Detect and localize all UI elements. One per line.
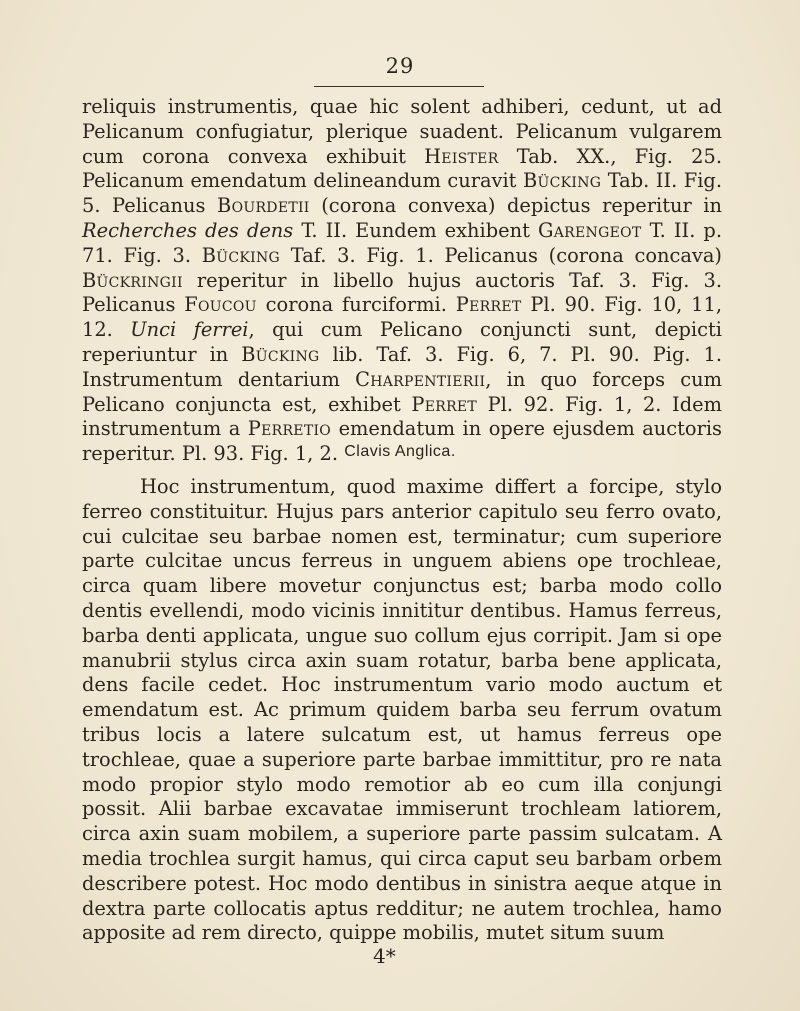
text-run: Tab. II. Fig. 5. Pelicanus <box>82 169 722 218</box>
text-run: , in quo forceps cum Pelicano conjuncta est, exhibet <box>82 367 722 416</box>
text-run: Taf. 3. Fig. 1. Pelicanus (corona concava) <box>280 243 722 267</box>
author-name: Garengeot <box>537 218 642 242</box>
author-name: Perret <box>455 293 522 317</box>
author-name: Perretio <box>247 417 332 441</box>
text-run: lib. Taf. 3. Fig. 6, 7. Pl. 90. Pig. 1. Instrumentum dentarium <box>82 342 722 391</box>
text-run: Tab. XX., Fig. 25. Pelicanum emendatum delineandum curavit <box>82 144 722 193</box>
text-run: reperitur in libello hujus auctoris Taf. 3. Fig. 3. Pelicanus <box>82 268 722 317</box>
header-rule <box>314 86 484 87</box>
author-name: Perret <box>411 392 478 416</box>
author-name: Foucou <box>184 293 257 317</box>
section-heading: Clavis Anglica. <box>344 443 456 460</box>
author-name: Bückringii <box>82 268 183 292</box>
signature-mark: 4* <box>373 944 396 968</box>
book-title: Recherches des dens <box>82 218 294 242</box>
paragraph-clavis-anglica: Hoc instrumentum, quod maxime differt a forcipe, stylo ferreo constituitur. Hujus pars anterior capitulo seu ferro ovato, cui culcitae seu barbae nomen est, terminatur; cum superiore parte culcitae uncus ferreus in unguem abiens ope trochleae, circa quam libere movetur conjunctus est; barba modo collo dentis evellendi, modo vicinis innititur dentibus. Hamus ferreus, barba denti applicata, ungue suo collum ejus corripit. Jam si ope manubrii stylus circa axin suam rotatur, barba bene applicata, dens facile cedet. Hoc instrumentum vario modo auctum et emendatum est. Ac primum quidem barba seu ferrum ovatum tribus locis a latere sulcatum est, ut hamus ferreus ope trochleae, quae a superiore parte barbae immittitur, pro re nata modo propior stylo modo remotior ab eo cum illa conjungi possit. Alii barbae excavatae immiserunt trochleam latiorem, circa axin suam mobilem, a superiore parte passim sulcatam. A media trochlea surgit hamus, qui circa caput seu barbam orbem describere potest. Hoc modo dentibus in sinistra aeque atque in dextra parte collocatis aptus redditur; ne autem trochlea, hamo apposite ad rem directo, quippe mobilis, mutet situm suum <box>82 475 722 945</box>
text-run: (corona convexa) depictus reperitur in <box>309 194 722 218</box>
text-run: emendatum in opere ejusdem auctoris reperitur. Pl. 93. Fig. 1, 2. <box>82 417 722 466</box>
author-name: Bourdetii <box>217 194 310 218</box>
text-run: T. II. p. 71. Fig. 3. <box>82 218 723 267</box>
text-run: , qui cum Pelicano conjuncti sunt, depicti reperiuntur in <box>82 318 722 366</box>
text-run: Pl. 90. Fig. 10, 11, 12. <box>82 293 722 342</box>
author-name: Bücking <box>201 243 281 267</box>
text-run: reliquis instrumentis, quae hic solent adhiberi, cedunt, ut ad Pelicanum confugiatur, plerique suadent. Pelicanum vulgarem cum corona convexa exhibuit <box>82 95 722 168</box>
author-name: Bücking <box>241 342 320 366</box>
author-name: Heister <box>424 144 499 168</box>
text-run: corona furciformi. <box>256 293 456 317</box>
text-run: Pl. 92. Fig. 1, 2. Idem instrumentum a <box>82 392 722 441</box>
italic-term: Unci ferrei <box>130 318 249 342</box>
text-run: T. II. Eundem exhibent <box>293 218 538 242</box>
page-number: 29 <box>385 54 415 78</box>
paragraph-references <box>82 95 722 467</box>
author-name: Charpentierii <box>355 367 486 391</box>
author-name: Bücking <box>522 169 602 193</box>
